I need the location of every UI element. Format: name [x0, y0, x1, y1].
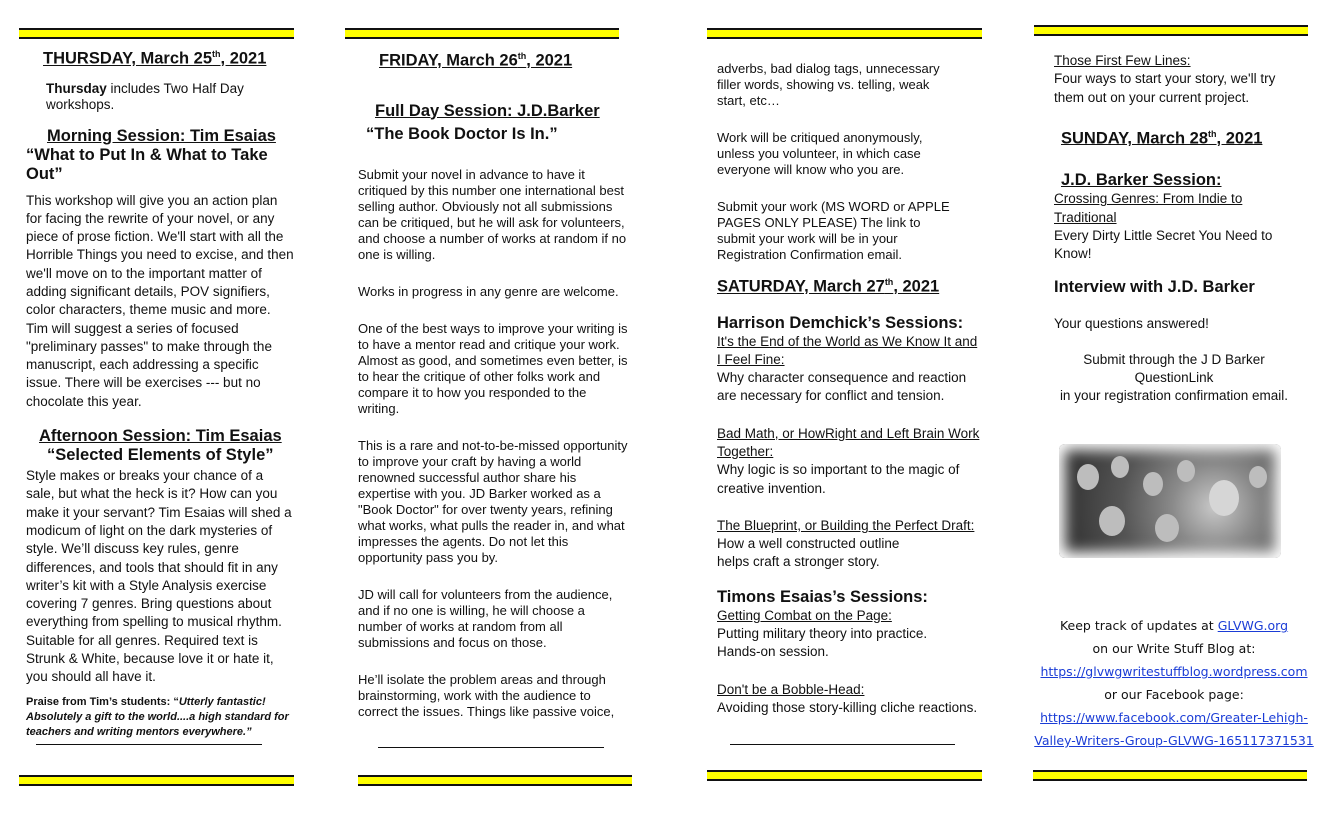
afternoon-session-body: Style makes or breaks your chance of a sale, but what the heck is it? How can you make it your servant? Tim Esaias will shed a modicum of light on the dark mysteries of style. We’ll discuss key rules, genre differences, and tools that should fit in any writer’s kit with a Style Analysis exercise covering 7 genres. Bring questions about everything from spelling to musical rhythm. Suitable for all genres. Required text is Strunk & White, because love it or hate it, you should all have it. — [26, 468, 292, 685]
friday-paragraph-3: One of the best ways to improve your writing is to have a mentor read and critique your work. Almost as good, and sometimes even better, is to hear the critique of other folks work and compare it to how you responded to the writing. — [358, 320, 628, 416]
updates-block — [1034, 614, 1314, 752]
harrison-session-3-title: The Blueprint, or Building the Perfect Draft: — [717, 517, 975, 533]
friday-paragraph-5: JD will call for volunteers from the audience, and if no one is willing, he will choose a number of works at random from all submissions and focus on those. — [358, 586, 613, 650]
timons-session-1-desc-line2: Hands-on session. — [717, 644, 829, 660]
friday-continued-paragraph: adverbs, bad dialog tags, unnecessary filler words, showing vs. telling, weak start, etc… — [717, 61, 940, 108]
top-bar-col3 — [707, 28, 982, 39]
harrison-session-3-desc-line2: helps craft a stronger story. — [717, 554, 880, 570]
morning-session-subtitle: “What to Put In & What to Take Out” — [26, 145, 268, 183]
first-few-lines-desc: Four ways to start your story, we'll try them out on your current project. — [1054, 71, 1276, 105]
afternoon-session-subtitle: “Selected Elements of Style” — [47, 446, 274, 465]
column-friday — [358, 51, 630, 720]
divider-col2 — [378, 747, 604, 748]
glvwg-link[interactable]: GLVWG.org — [1217, 618, 1289, 633]
afternoon-session-title: Afternoon Session: Tim Esaias — [39, 427, 282, 446]
column-sunday — [1054, 52, 1308, 406]
anonymous-critique-paragraph: Work will be critiqued anonymously, unless you volunteer, in which case everyone will know who you are. — [717, 130, 923, 177]
thursday-intro: Thursday includes Two Half Day workshops. — [46, 80, 244, 112]
friday-session-subtitle: “The Book Doctor Is In.” — [366, 124, 558, 143]
harrison-session-1-desc: Why character consequence and reaction are necessary for conflict and tension. — [717, 370, 967, 404]
column-thursday — [26, 49, 294, 740]
submit-question-block — [1044, 351, 1304, 406]
workshop-audience-photo — [1059, 444, 1281, 558]
bottom-bar-col1 — [19, 775, 294, 786]
submit-work-paragraph: Submit your work (MS WORD or APPLE PAGES ONLY PLEASE) The link to submit your work will be in your Registration Confirmation email. — [717, 199, 950, 262]
top-bar-col4 — [1034, 25, 1308, 36]
bottom-bar-col4 — [1033, 770, 1307, 781]
facebook-link-line2[interactable]: Valley-Writers-Group-GLVWG-165117371531 — [1034, 733, 1314, 748]
timons-sessions-title: Timons Esaias’s Sessions: — [717, 587, 928, 606]
first-few-lines-title: Those First Few Lines: — [1054, 53, 1191, 68]
bottom-bar-col3 — [707, 770, 982, 781]
friday-session-title: Full Day Session: J.D.Barker — [375, 101, 600, 120]
day-heading-thursday: THURSDAY, March 25th, 2021 — [43, 49, 267, 68]
submit-line-3: in your registration confirmation email. — [1059, 388, 1289, 404]
praise-quote: Praise from Tim’s students: “Utterly fantastic! Absolutely a gift to the world....a high standard for teachers and writing mentors everywhere.” — [26, 695, 289, 738]
timons-session-1-title: Getting Combat on the Page: — [717, 607, 892, 623]
top-bar-col1 — [19, 28, 294, 39]
harrison-session-1-title: It's the End of the World as We Know It and I Feel Fine: — [717, 333, 978, 367]
jd-barker-session-title: J.D. Barker Session: — [1061, 171, 1222, 190]
harrison-sessions-title: Harrison Demchick’s Sessions: — [717, 313, 964, 332]
interview-title: Interview with J.D. Barker — [1054, 277, 1255, 296]
blog-link[interactable]: https://glvwgwritestuffblog.wordpress.com — [1040, 664, 1308, 679]
day-heading-sunday: SUNDAY, March 28th, 2021 — [1061, 128, 1263, 148]
interview-desc: Your questions answered! — [1054, 315, 1209, 331]
bottom-bar-col2 — [358, 775, 632, 786]
submit-line-1: Submit through the J D Barker — [1083, 351, 1265, 367]
friday-paragraph-2: Works in progress in any genre are welcome. — [358, 283, 619, 299]
timons-session-2-desc: Avoiding those story-killing cliche reactions. — [717, 699, 978, 715]
top-bar-col2 — [345, 28, 619, 39]
facebook-link-line1[interactable]: https://www.facebook.com/Greater-Lehigh- — [1040, 710, 1308, 725]
submit-line-2: QuestionLink — [1134, 370, 1214, 386]
timons-session-1-desc-line1: Putting military theory into practice. — [717, 626, 928, 642]
friday-paragraph-1: Submit your novel in advance to have it critiqued by this number one international best selling author. Obviously not all submissions can be critiqued, but he will ask for volunteers, and choose a number of works at random if no one is willing. — [358, 166, 627, 262]
column-saturday — [717, 61, 982, 717]
jd-barker-session-subtitle: Crossing Genres: From Indie to Traditional — [1054, 191, 1243, 225]
facebook-label: or our Facebook page: — [1104, 687, 1244, 702]
friday-paragraph-4: This is a rare and not-to-be-missed opportunity to improve your craft by having a world renowned successful author share his expertise with you. JD Barker worked as a "Book Doctor" for over twenty years, refining what works, what pulls the reader in, and what impresses the agents. Do not let this opportunity pass you by. — [358, 437, 628, 565]
harrison-session-3-desc-line1: How a well constructed outline — [717, 536, 900, 552]
friday-paragraph-6: He’ll isolate the problem areas and through brainstorming, work with the audience to correct the issues. Things like passive voice, — [358, 671, 615, 719]
day-heading-friday: FRIDAY, March 26th, 2021 — [379, 51, 573, 70]
blog-label: on our Write Stuff Blog at: — [1092, 641, 1256, 656]
track-updates-line: Keep track of updates at GLVWG.org — [1059, 618, 1289, 633]
harrison-session-2-desc: Why logic is so important to the magic of creative invention. — [717, 462, 960, 496]
day-heading-saturday: SATURDAY, March 27th, 2021 — [717, 277, 940, 296]
jd-barker-session-desc: Every Dirty Little Secret You Need to Know! — [1054, 227, 1273, 262]
morning-session-title: Morning Session: Tim Esaias — [47, 126, 276, 145]
timons-session-2-title: Don't be a Bobble-Head: — [717, 681, 865, 697]
divider-col3 — [730, 744, 955, 745]
divider-col1 — [36, 744, 262, 745]
harrison-session-2-title: Bad Math, or HowRight and Left Brain Work Together: — [717, 425, 980, 459]
morning-session-body: This workshop will give you an action plan for facing the rewrite of your novel, or any piece of prose fiction. We'll start with all the Horrible Things you need to excise, and then we'll move on to the important matter of adding significant details, POV signifiers, color characters, theme music and more. Tim will suggest a series of focused "preliminary passes" to make through the manuscript, each addressing a specific issue. There will be exercises --- but no chocolate this year. — [26, 192, 294, 409]
